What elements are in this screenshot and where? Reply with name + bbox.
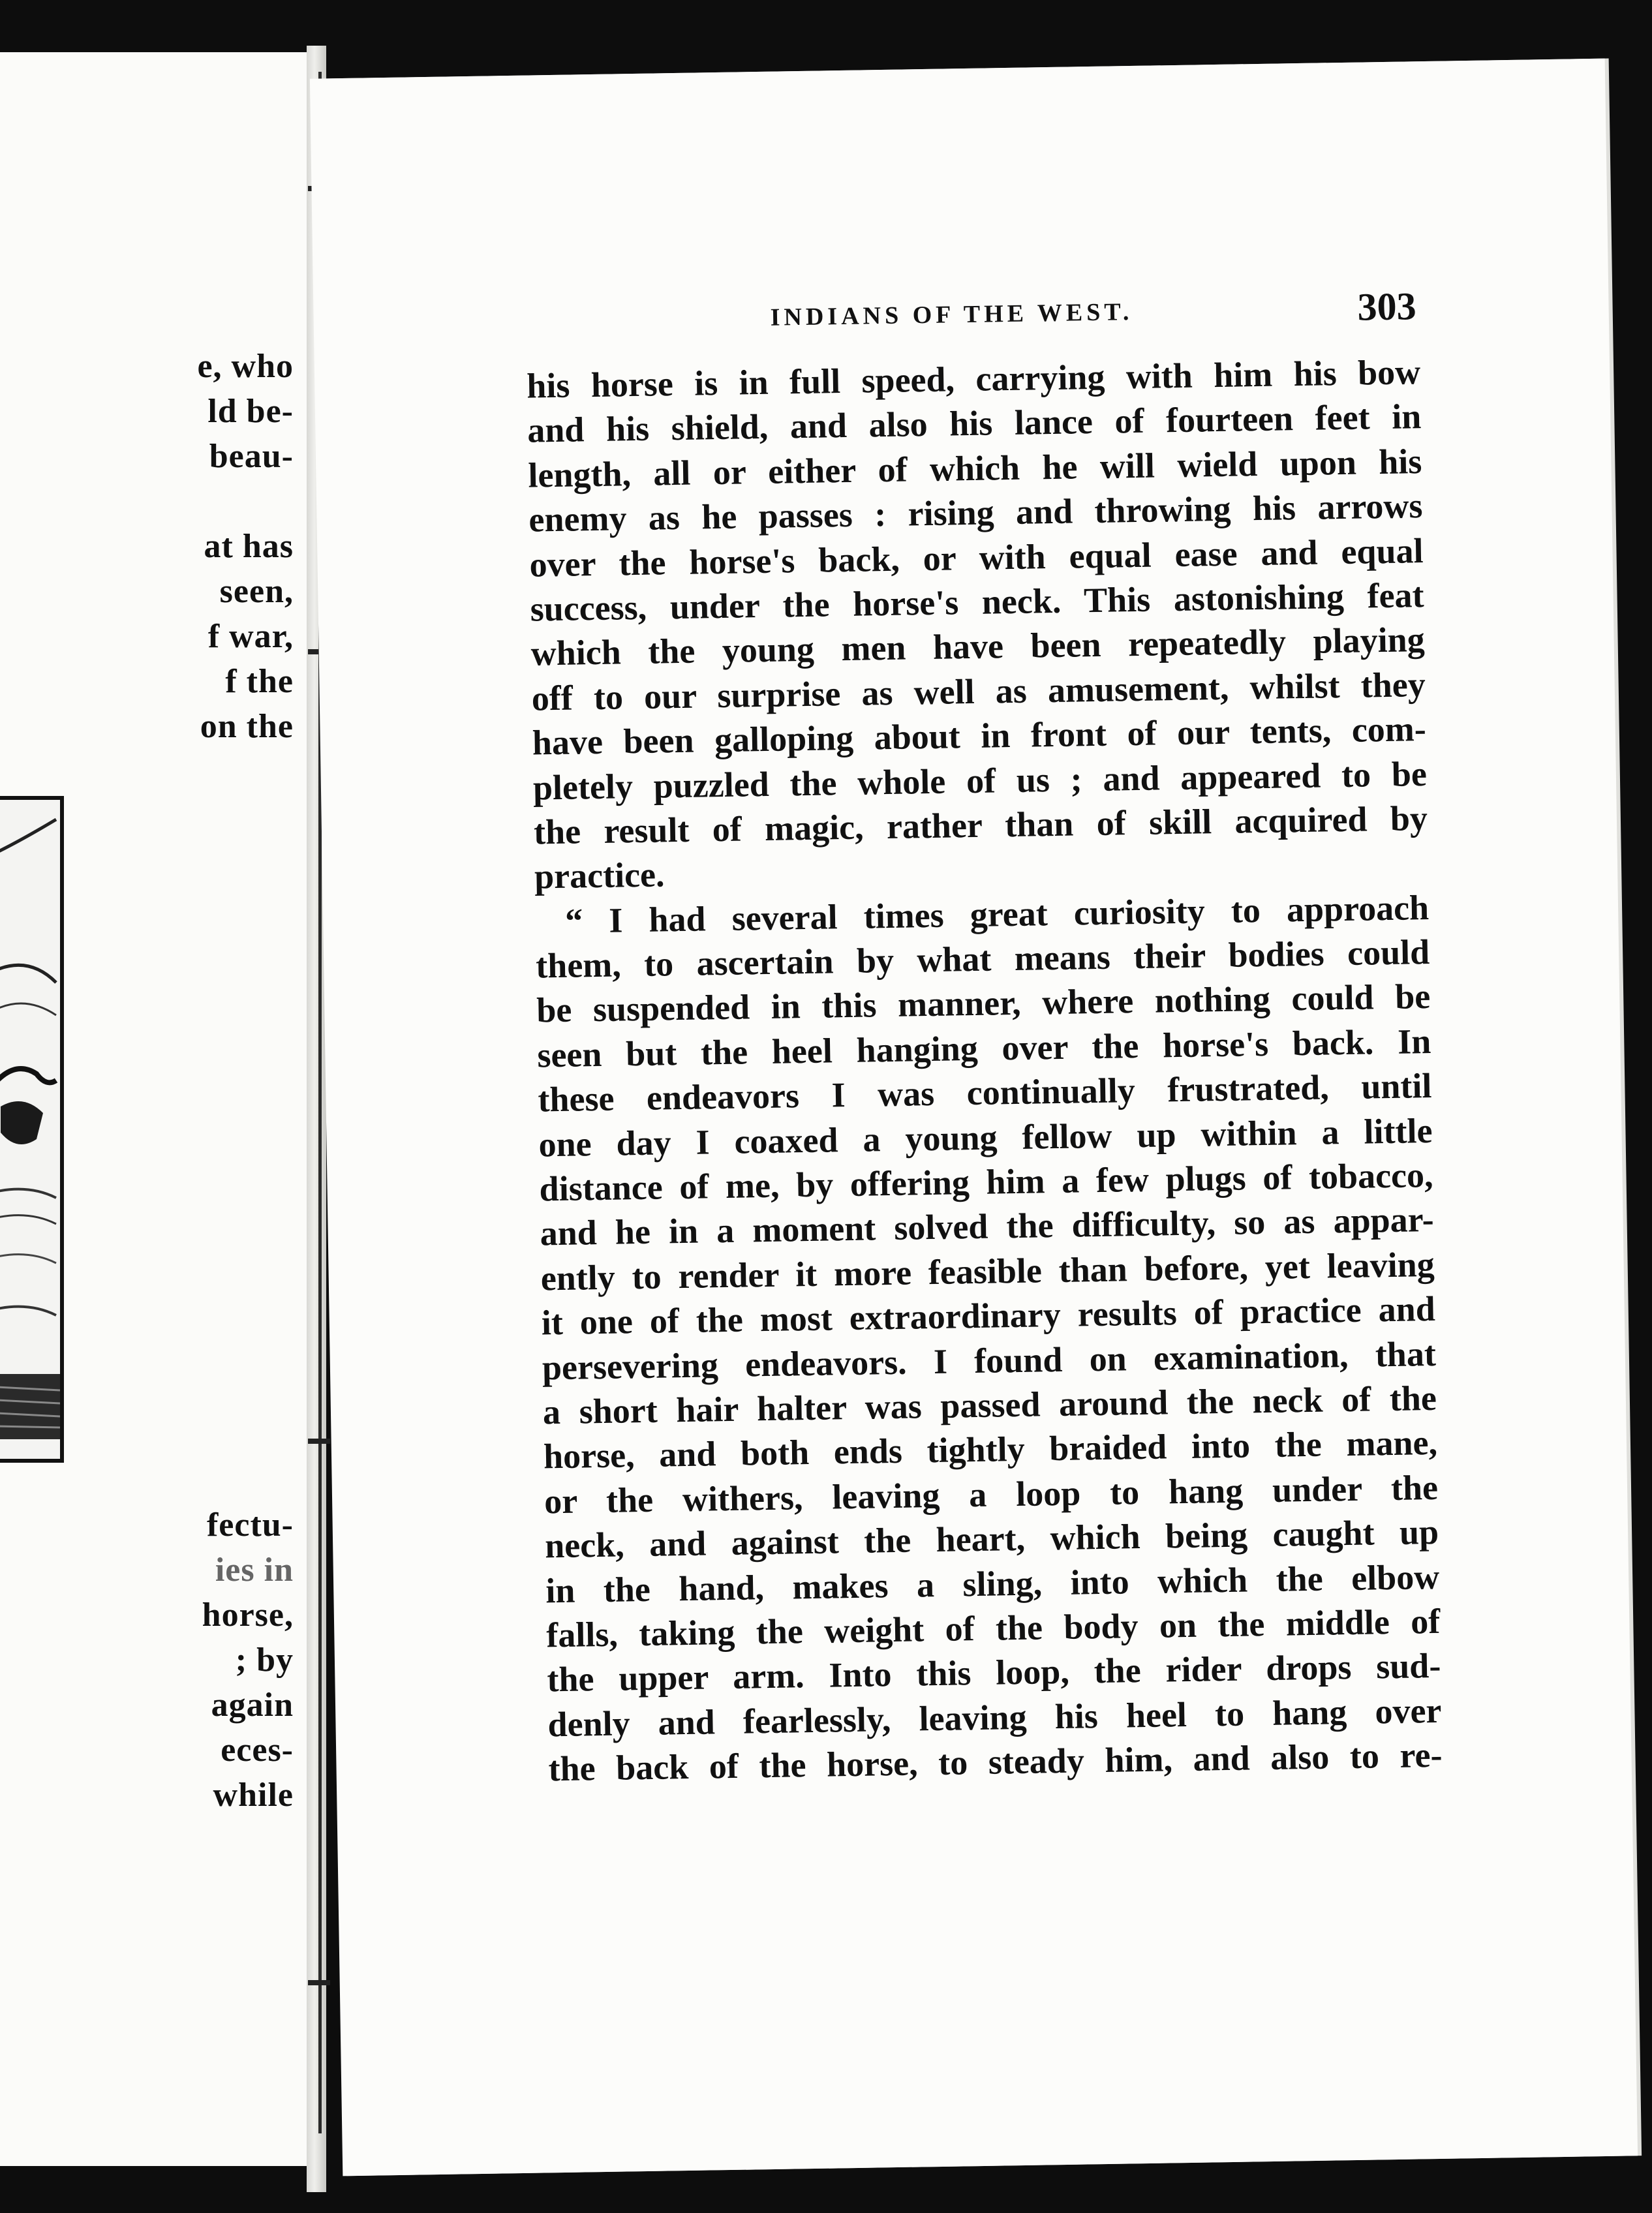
text-line: the result of magic, rather than of skill acquired by: [533, 798, 1428, 852]
left-facing-page: [0, 52, 307, 2166]
paragraph: [527, 350, 1429, 899]
text-line: or the withers, leaving a loop to hang under the: [543, 1467, 1439, 1521]
left-page-line: horse,: [202, 1596, 294, 1634]
text-line: practice.: [534, 855, 665, 896]
page-header: [313, 286, 1423, 363]
text-line: in the hand, makes a sling, into which the elbow: [545, 1557, 1440, 1610]
text-line: “ I had several times great curiosity to approach: [564, 887, 1430, 941]
binding-stitch: [308, 1980, 330, 1985]
text-line: over the horse's back, or with equal ease and equal: [529, 530, 1424, 585]
text-line: have been galloping about in front of our tents, com-: [532, 709, 1427, 763]
text-line: these endeavors I was continually frustrated, until: [538, 1066, 1432, 1120]
text-line: success, under the horse's neck. This astonishing feat: [530, 575, 1424, 629]
text-line: seen but the heel hanging over the horse's back. In: [536, 1021, 1431, 1075]
text-line: off to our surprise as well as amusement, whilst they: [531, 664, 1426, 718]
page-number: 303: [1357, 284, 1417, 329]
left-page-line: f war,: [207, 618, 294, 655]
left-page-line: while: [213, 1777, 294, 1814]
left-page-line: f the: [225, 663, 294, 700]
left-page-line: eces-: [221, 1732, 294, 1769]
left-page-line: e, who: [197, 348, 294, 385]
book-page: [310, 59, 1638, 2176]
woodcut-engraving: [0, 800, 60, 1459]
text-line: be suspended in this manner, where nothing could be: [536, 977, 1431, 1030]
text-line: distance of me, by offering him a few plugs of tobacco,: [539, 1155, 1433, 1209]
text-line: length, all or either of which he will wield upon his: [527, 441, 1422, 495]
left-page-line: seen,: [219, 573, 294, 610]
text-line: horse, and both ends tightly braided into the mane,: [543, 1423, 1438, 1476]
left-page-line: at has: [204, 528, 294, 565]
running-title: INDIANS OF THE WEST.: [770, 298, 1133, 331]
text-line: falls, taking the weight of the body on the middle of: [545, 1601, 1441, 1655]
text-line: the upper arm. Into this loop, the rider drops sud-: [546, 1646, 1441, 1700]
body-text: [527, 350, 1443, 1792]
left-page-line: on the: [200, 708, 294, 745]
woodcut-illustration: [0, 796, 64, 1463]
left-page-line: ; by: [235, 1641, 294, 1679]
text-line: his horse is in full speed, carrying with him his bow: [526, 352, 1421, 406]
left-page-line: ies in: [215, 1551, 294, 1589]
left-page-line: ld be-: [207, 393, 294, 430]
text-line: persevering endeavors. I found on examination, that: [542, 1334, 1437, 1388]
text-line: the back of the horse, to steady him, and also to re-: [548, 1735, 1443, 1789]
text-line: a short hair halter was passed around the neck of the: [542, 1378, 1437, 1432]
left-page-line: again: [211, 1686, 294, 1724]
text-line: them, to ascertain by what means their bodies could: [535, 932, 1430, 986]
text-line: which the young men have been repeatedly playing: [530, 620, 1426, 673]
text-line: denly and fearlessly, leaving his heel to hang over: [547, 1690, 1442, 1745]
paragraph: [535, 885, 1443, 1792]
text-line: neck, and against the heart, which being caught up: [544, 1512, 1439, 1566]
text-line: enemy as he passes : rising and throwing his arrows: [528, 486, 1423, 540]
text-line: pletely puzzled the whole of us ; and appeared to be: [532, 754, 1428, 808]
left-page-line: beau-: [209, 438, 294, 475]
text-line: and he in a moment solved the difficulty, so as appar-: [540, 1200, 1435, 1253]
text-line: it one of the most extraordinary results of practice and: [541, 1289, 1436, 1343]
text-line: ently to render it more feasible than before, yet leaving: [540, 1244, 1435, 1298]
text-line: and his shield, and also his lance of fourteen feet in: [527, 397, 1422, 451]
left-page-line: fectu-: [206, 1506, 294, 1544]
binding-stitch: [308, 1439, 330, 1444]
text-line: one day I coaxed a young fellow up within a little: [538, 1110, 1433, 1165]
